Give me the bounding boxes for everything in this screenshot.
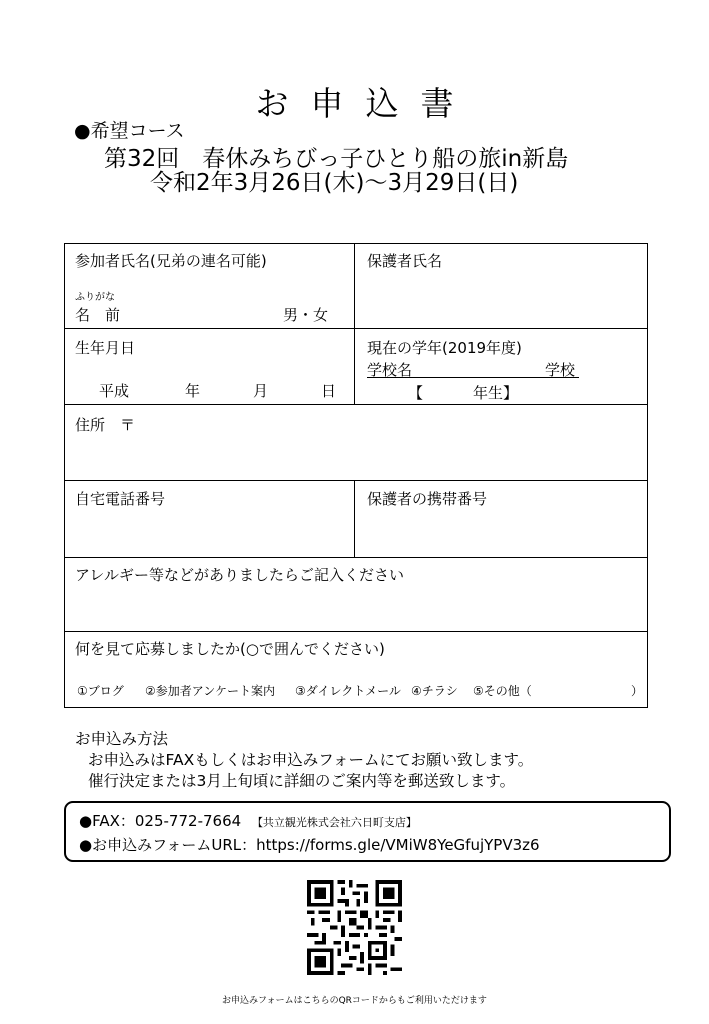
gender-field[interactable]: 男・女 <box>283 306 329 324</box>
guardian-mobile-label: 保護者の携帯番号 <box>367 490 488 508</box>
form-url-row <box>79 834 540 855</box>
fax-row <box>79 810 417 831</box>
course-name: 第32回 春休みちびっ子ひとり船の旅in新島 <box>104 146 569 172</box>
source-question: 何を見て応募しましたか(○で囲んでください) <box>75 640 385 658</box>
month-label: 月 <box>253 382 269 400</box>
method-line-1: お申込みはFAXもしくはお申込みフォームにてお願い致します。 <box>88 751 534 769</box>
contact-box <box>64 801 671 862</box>
address-label: 住所 〒 <box>75 416 136 434</box>
row-divider <box>65 631 647 632</box>
method-heading: お申込み方法 <box>75 730 169 748</box>
year-label: 年 <box>185 382 201 400</box>
qr-code-image[interactable] <box>307 880 402 975</box>
school-name-label: 学校名 <box>367 361 413 379</box>
column-divider <box>354 244 355 404</box>
furigana-label: ふりがな <box>75 292 115 303</box>
grade-suffix: 年生】 <box>473 384 519 402</box>
fax-number[interactable]: 025-772-7664 <box>134 812 242 830</box>
source-option-direct-mail[interactable]: ③ダイレクトメール <box>295 684 401 698</box>
form-url-label: ●お申込みフォームURL： <box>79 836 257 854</box>
school-underline <box>367 377 579 378</box>
fax-office: 【共立観光株式会社六日町支店】 <box>251 816 417 829</box>
school-suffix: 学校 <box>545 361 576 379</box>
home-phone-label: 自宅電話番号 <box>75 490 166 508</box>
row-divider <box>65 557 647 558</box>
participant-name-label: 参加者氏名(兄弟の連名可能) <box>75 252 267 270</box>
application-form <box>64 243 648 708</box>
page-title: お申込書 <box>255 84 476 123</box>
day-label: 日 <box>321 382 337 400</box>
source-option-other[interactable]: ⑤その他（ <box>473 684 532 698</box>
source-option-flyer[interactable]: ④チラシ <box>411 684 458 698</box>
grade-label: 現在の学年(2019年度) <box>367 339 522 357</box>
guardian-name-label: 保護者氏名 <box>367 252 443 270</box>
grade-bracket-open: 【 <box>408 384 424 402</box>
qr-note: お申込みフォームはこちらのQRコードからもご利用いただけます <box>222 996 487 1006</box>
era-label: 平成 <box>99 382 130 400</box>
row-divider <box>65 480 647 481</box>
method-line-2: 催行決定または3月上旬頃に詳細のご案内等を郵送致します。 <box>88 772 516 790</box>
row-divider <box>65 328 647 329</box>
allergy-label: アレルギー等などがありましたらご記入ください <box>75 566 405 584</box>
source-option-survey[interactable]: ②参加者アンケート案内 <box>145 684 276 698</box>
fax-label: ●FAX： <box>79 812 135 830</box>
source-option-blog[interactable]: ①ブログ <box>77 684 124 698</box>
row-divider <box>65 404 647 405</box>
course-dates: 令和2年3月26日(木)～3月29日(日) <box>150 170 519 196</box>
source-option-other-close: ） <box>631 684 644 698</box>
name-label: 名 前 <box>75 306 121 324</box>
form-url-link[interactable]: https://forms.gle/VMiW8YeGfujYPV3z6 <box>256 836 540 854</box>
column-divider <box>354 480 355 557</box>
birthdate-label: 生年月日 <box>75 339 136 357</box>
course-label: ●希望コース <box>74 120 185 142</box>
